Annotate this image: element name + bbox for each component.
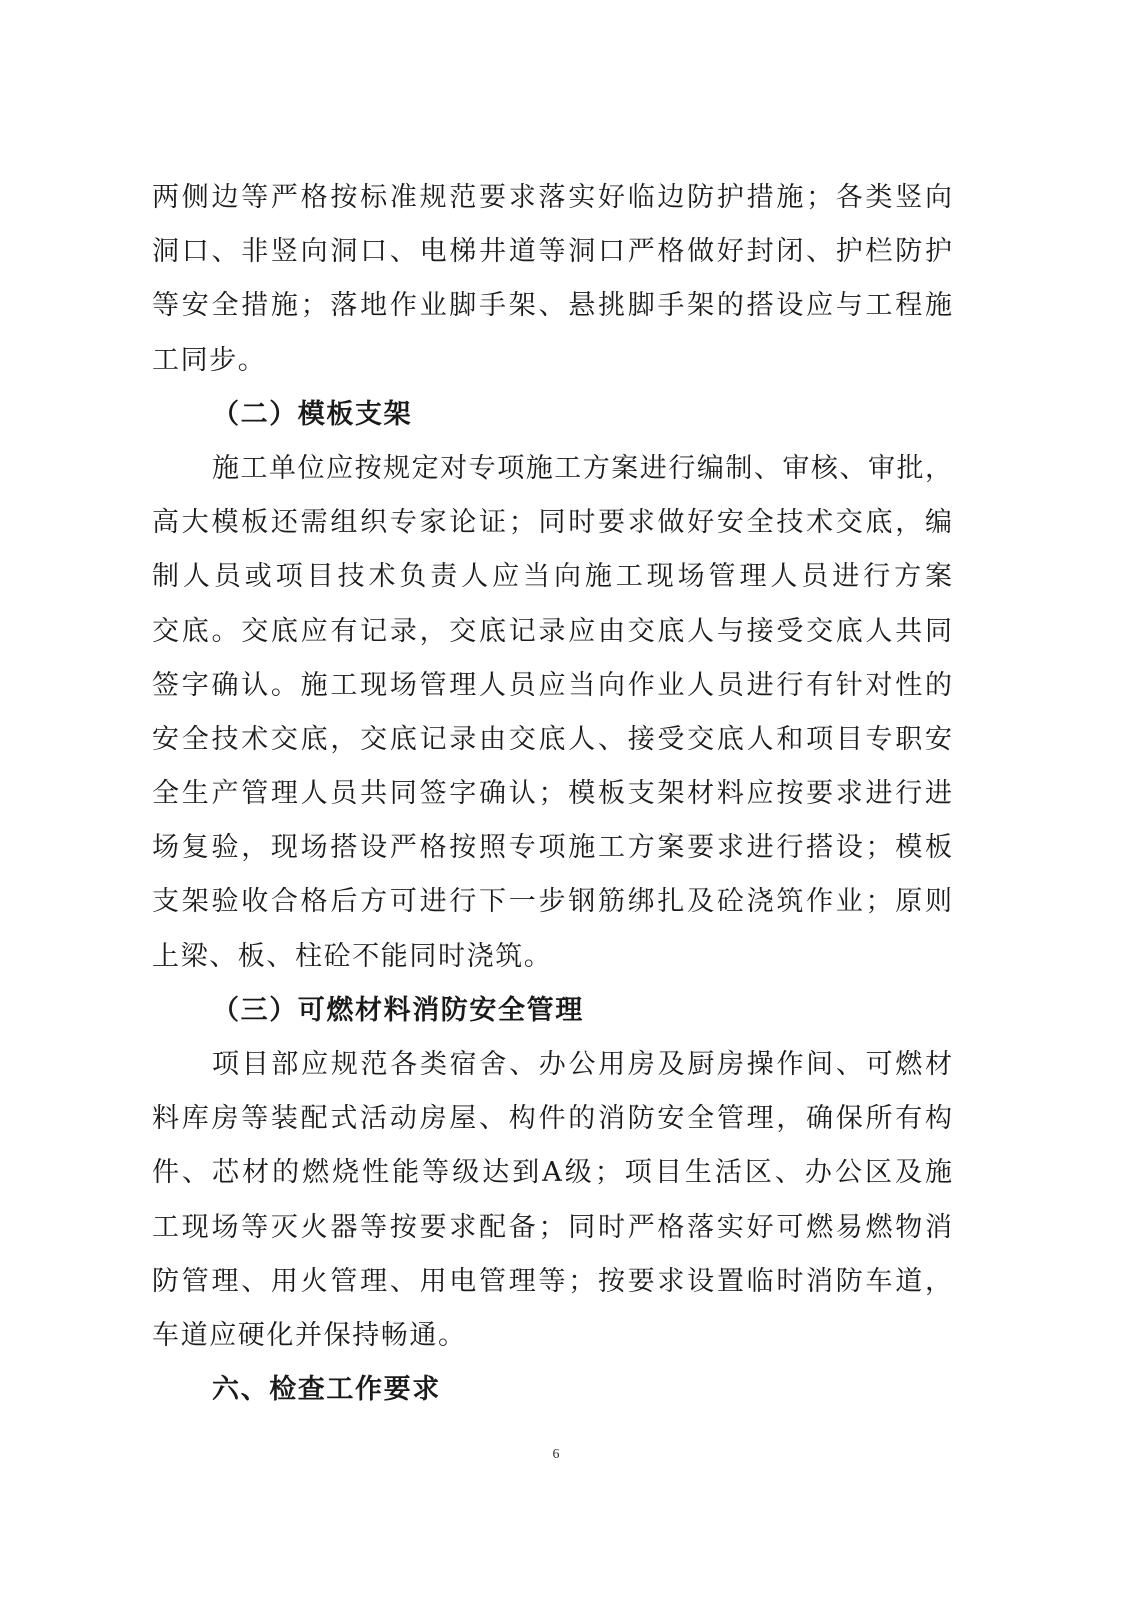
text-line: 两侧边等严格按标准规范要求落实好临边防护措施；各类竖向 — [152, 182, 952, 213]
text-line: 安全技术交底，交底记录由交底人、接受交底人和项目专职安 — [152, 723, 952, 755]
text-line: 料库房等装配式活动房屋、构件的消防安全管理，确保所有构 — [152, 1103, 952, 1135]
text-line: 防管理、用火管理、用电管理等；按要求设置临时消防车道， — [152, 1265, 952, 1297]
section-heading: （二）模板支架 — [212, 398, 413, 430]
text-line: 等安全措施；落地作业脚手架、悬挑脚手架的搭设应与工程施 — [152, 290, 952, 322]
text-line: 施工单位应按规定对专项施工方案进行编制、审核、审批， — [212, 452, 952, 484]
text-line: 高大模板还需组织专家论证；同时要求做好安全技术交底，编 — [152, 507, 952, 539]
text-line: 车道应硬化并保持畅通。 — [152, 1319, 467, 1351]
text-line: 全生产管理人员共同签字确认；模板支架材料应按要求进行进 — [152, 778, 952, 810]
text-line: 工同步。 — [152, 344, 267, 376]
chapter-heading: 六、检查工作要求 — [212, 1374, 441, 1406]
text-line: 上梁、板、柱砼不能同时浇筑。 — [152, 940, 553, 972]
text-line: 签字确认。施工现场管理人员应当向作业人员进行有针对性的 — [152, 669, 952, 701]
text-line: 制人员或项目技术负责人应当向施工现场管理人员进行方案 — [152, 561, 952, 593]
text-line: 支架验收合格后方可进行下一步钢筋绑扎及砼浇筑作业；原则 — [152, 886, 952, 918]
text-line: 洞口、非竖向洞口、电梯井道等洞口严格做好封闭、护栏防护 — [152, 236, 952, 268]
text-line: 项目部应规范各类宿舍、办公用房及厨房操作间、可燃材 — [212, 1049, 952, 1080]
text-line: 交底。交底应有记录，交底记录应由交底人与接受交底人共同 — [152, 615, 952, 647]
text-line: 件、芯材的燃烧性能等级达到A级；项目生活区、办公区及施 — [152, 1157, 952, 1189]
section-heading: （三）可燃材料消防安全管理 — [212, 994, 584, 1026]
page-number: 6 — [552, 1447, 560, 1462]
text-line: 工现场等灭火器等按要求配备；同时严格落实好可燃易燃物消 — [152, 1211, 952, 1243]
text-line: 场复验，现场搭设严格按照专项施工方案要求进行搭设；模板 — [152, 832, 952, 864]
body-text — [152, 171, 952, 1417]
